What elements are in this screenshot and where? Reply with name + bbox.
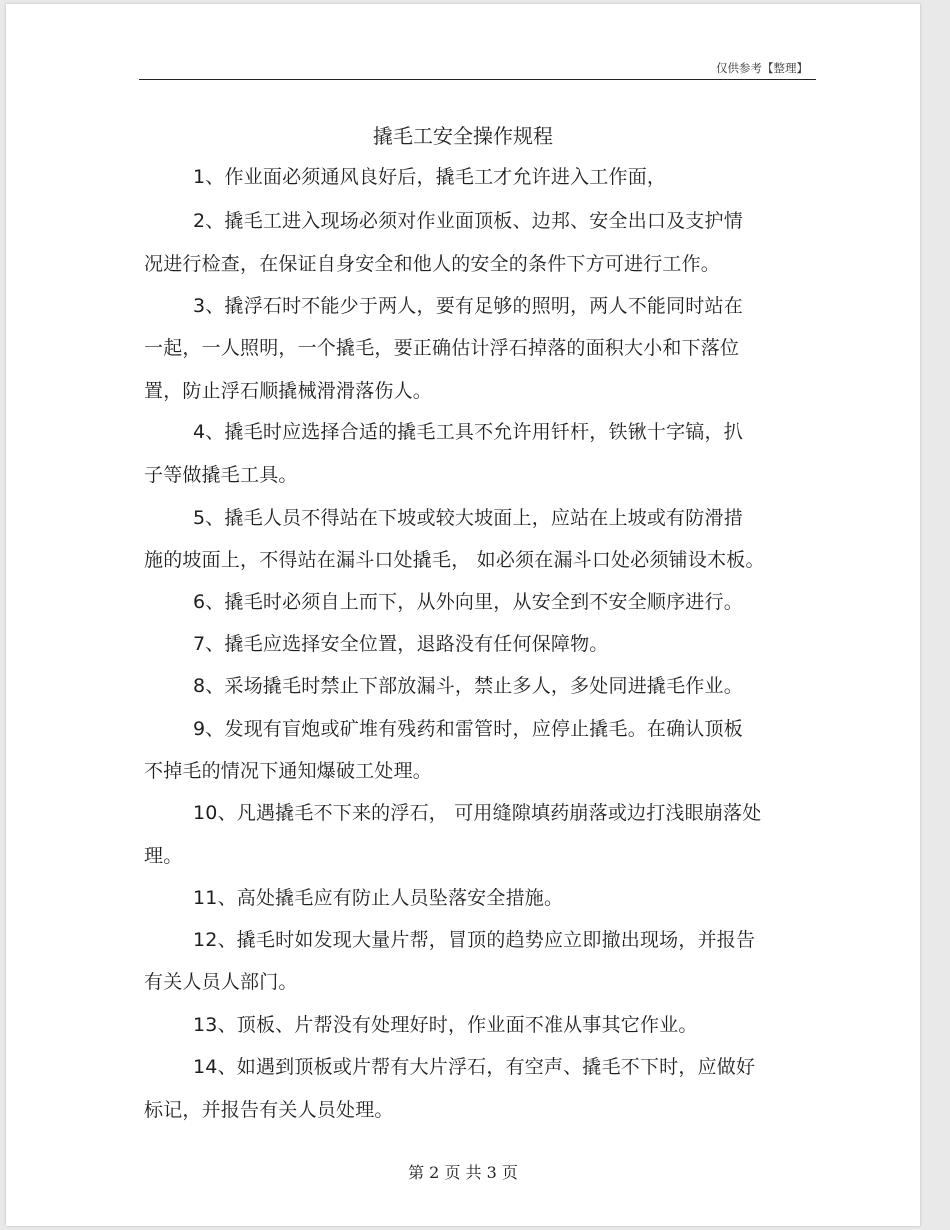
paragraph-line: 4、撬毛时应选择合适的撬毛工具不允许用钎杆，铁锹十字镐，扒 <box>193 421 743 443</box>
paragraph-line: 子等做撬毛工具。 <box>144 464 298 486</box>
paragraph-line: 标记，并报告有关人员处理。 <box>144 1099 394 1121</box>
paragraph-line: 11、高处撬毛应有防止人员坠落安全措施。 <box>193 887 564 909</box>
header-divider <box>139 79 816 80</box>
paragraph-line: 一起，一人照明，一个撬毛，要正确估计浮石掉落的面积大小和下落位 <box>144 337 740 359</box>
page-number: 第 2 页 共 3 页 <box>408 1163 518 1182</box>
paragraph-line: 9、发现有盲炮或矿堆有残药和雷管时，应停止撬毛。在确认顶板 <box>193 718 743 740</box>
document-title: 撬毛工安全操作规程 <box>373 124 553 148</box>
paragraph-line: 13、顶板、片帮没有处理好时，作业面不准从事其它作业。 <box>193 1014 698 1036</box>
paragraph-line: 况进行检查，在保证自身安全和他人的安全的条件下方可进行工作。 <box>144 253 721 275</box>
paragraph-line: 有关人员人部门。 <box>144 971 298 993</box>
paragraph-line: 置，防止浮石顺撬械滑滑落伤人。 <box>144 380 433 402</box>
paragraph-line: 12、撬毛时如发现大量片帮，冒顶的趋势应立即撤出现场，并报告 <box>193 929 756 951</box>
paragraph-line: 2、撬毛工进入现场必须对作业面顶板、边邦、安全出口及支护情 <box>193 210 743 232</box>
header-note: 仅供参考【整理】 <box>716 61 808 75</box>
paragraph-line: 5、撬毛人员不得站在下坡或较大坡面上，应站在上坡或有防滑措 <box>193 507 743 529</box>
paragraph-line: 10、凡遇撬毛不下来的浮石， 可用缝隙填药崩落或边打浅眼崩落处 <box>193 802 762 824</box>
paragraph-line: 施的坡面上，不得站在漏斗口处撬毛， 如必须在漏斗口处必须铺设木板。 <box>144 549 765 571</box>
paragraph-line: 8、采场撬毛时禁止下部放漏斗，禁止多人，多处同进撬毛作业。 <box>193 675 743 697</box>
paragraph-line: 3、撬浮石时不能少于两人，要有足够的照明，两人不能同时站在 <box>193 295 743 317</box>
document-page <box>6 4 920 1226</box>
paragraph-line: 不掉毛的情况下通知爆破工处理。 <box>144 760 433 782</box>
paragraph-line: 6、撬毛时必须自上而下，从外向里，从安全到不安全顺序进行。 <box>193 591 743 613</box>
paragraph-line: 14、如遇到顶板或片帮有大片浮石，有空声、撬毛不下时，应做好 <box>193 1056 756 1078</box>
paragraph-line: 理。 <box>144 845 183 867</box>
paragraph-line: 1、作业面必须通风良好后，撬毛工才允许进入工作面， <box>193 166 667 188</box>
paragraph-line: 7、撬毛应选择安全位置，退路没有任何保障物。 <box>193 633 609 655</box>
